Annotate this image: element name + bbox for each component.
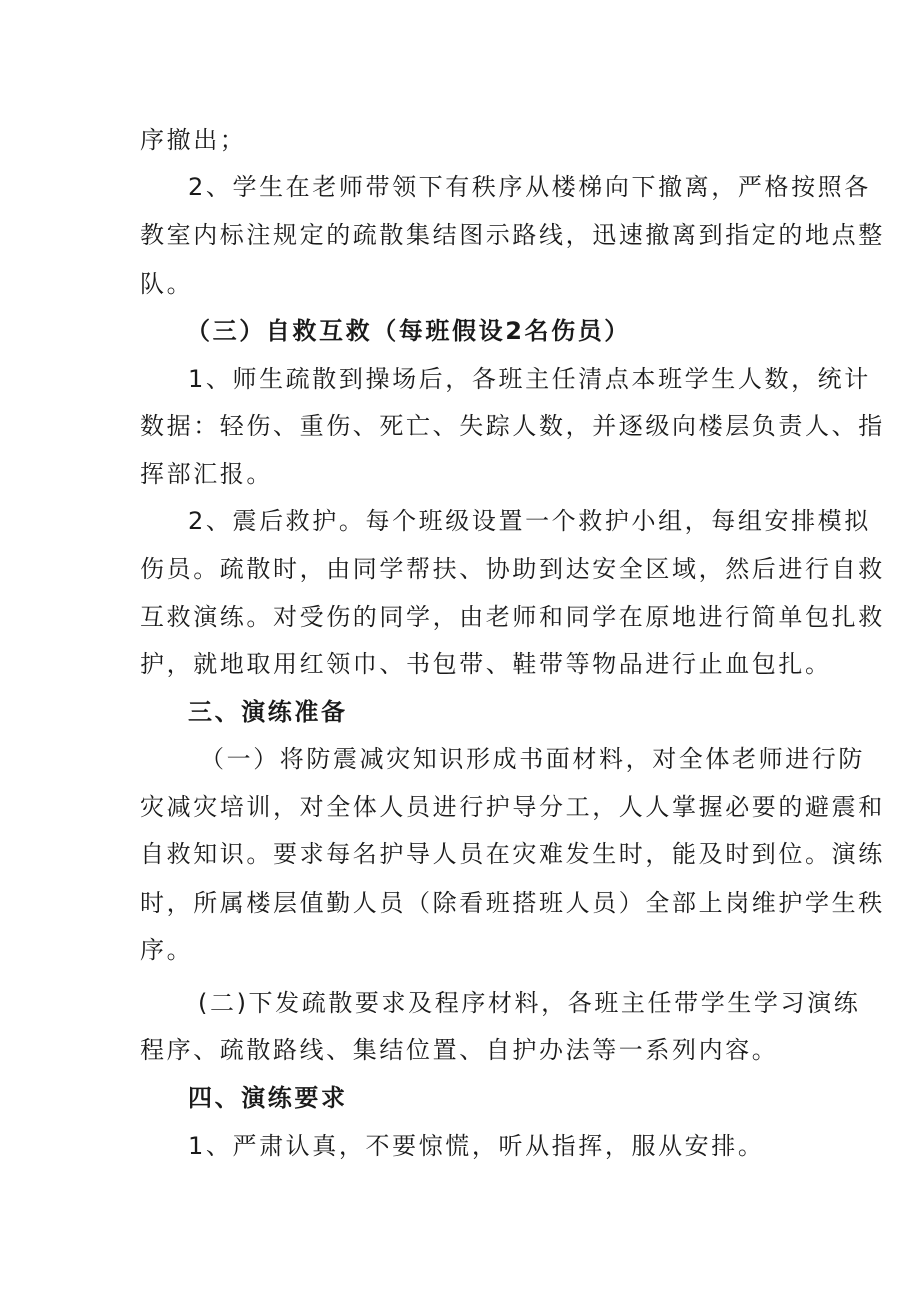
paragraph-line: 挥部汇报。 — [140, 460, 273, 488]
section-heading: （三）自救互救（每班假设2名伤员） — [186, 317, 631, 345]
paragraph-line: （一）将防震减灾知识形成书面材料，对全体老师进行防 — [200, 745, 865, 773]
paragraph-line: 教室内标注规定的疏散集结图示路线，迅速撤离到指定的地点整 — [140, 221, 885, 249]
paragraph-line: 互救演练。对受伤的同学，由老师和同学在原地进行简单包扎救 — [140, 603, 885, 631]
paragraph-line: 1、师生疏散到操场后，各班主任清点本班学生人数，统计 — [188, 365, 871, 393]
paragraph-line: (二)下发疏散要求及程序材料，各班主任带学生学习演练 — [198, 989, 861, 1017]
paragraph-line: 2、学生在老师带领下有秩序从楼梯向下撤离，严格按照各 — [188, 173, 871, 201]
paragraph-line: 灾减灾培训，对全体人员进行护导分工，人人掌握必要的避震和 — [140, 793, 885, 821]
paragraph-line: 护，就地取用红领巾、书包带、鞋带等物品进行止血包扎。 — [140, 650, 832, 678]
section-heading: 三、演练准备 — [188, 698, 348, 726]
paragraph-line: 时，所属楼层值勤人员（除看班搭班人员）全部上岗维护学生秩 — [140, 889, 885, 917]
paragraph-line: 自救知识。要求每名护导人员在灾难发生时，能及时到位。演练 — [140, 840, 885, 868]
paragraph-line: 数据：轻伤、重伤、死亡、失踪人数，并逐级向楼层负责人、指 — [140, 412, 885, 440]
paragraph-line: 序。 — [140, 936, 194, 964]
paragraph-line: 序撤出； — [140, 126, 247, 154]
paragraph-line: 1、严肃认真，不要惊慌，听从指挥，服从安排。 — [188, 1132, 765, 1160]
paragraph-line: 程序、疏散路线、集结位置、自护办法等一系列内容。 — [140, 1036, 779, 1064]
paragraph-line: 队。 — [140, 270, 194, 298]
section-heading: 四、演练要求 — [188, 1084, 348, 1112]
paragraph-line: 伤员。疏散时，由同学帮扶、协助到达安全区域，然后进行自救 — [140, 555, 885, 583]
paragraph-line: 2、震后救护。每个班级设置一个救护小组，每组安排模拟 — [188, 507, 871, 535]
